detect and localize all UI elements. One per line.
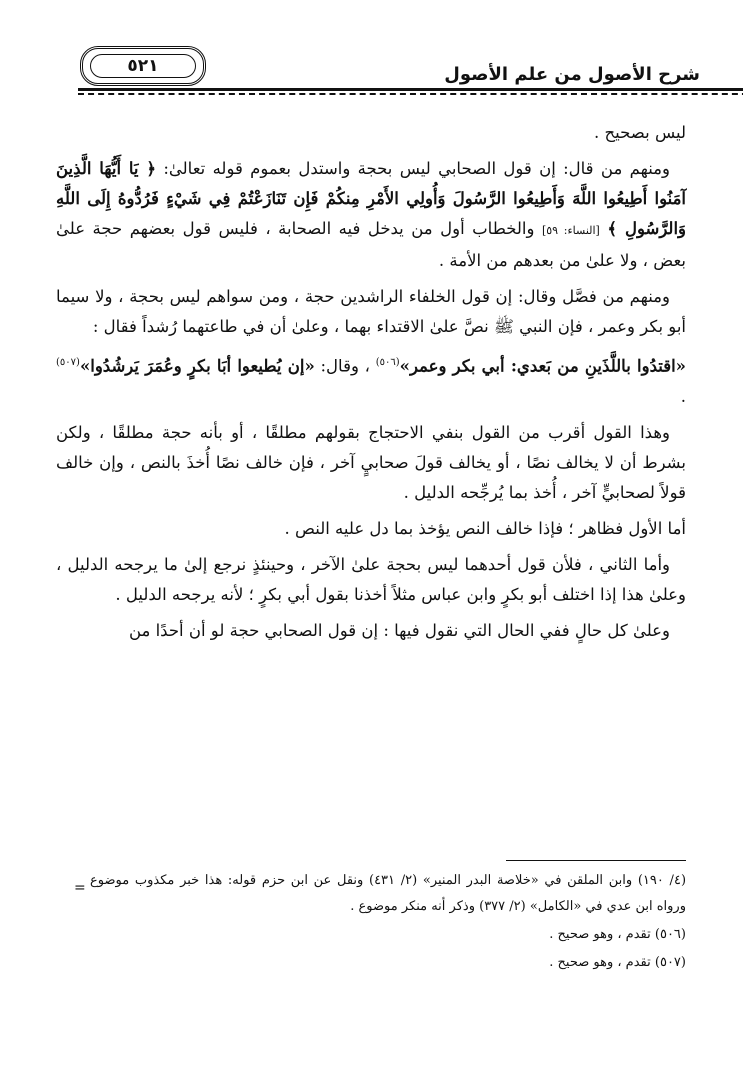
p4-mid: ، وقال: xyxy=(314,356,376,376)
paragraph-6: أما الأول فظاهر ؛ فإذا خالف النص يؤخذ بما دل عليه النص . xyxy=(284,518,686,538)
p2-intro: ومنهم من قال: إن قول الصحابي ليس بحجة واستدل بعموم قوله تعالىٰ: xyxy=(156,159,670,178)
page-number-badge xyxy=(80,46,206,86)
paragraph-8: وعلىٰ كل حالٍ ففي الحال التي نقول فيها : إن قول الصحابي حجة لو أن أحدًا من xyxy=(128,620,670,640)
paragraph-1: ليس بصحيح . xyxy=(594,123,686,142)
p2-rest: والخطاب أول من يدخل فيه الصحابة ، فليس قول بعضهم حجة علىٰ بعض ، ولا علىٰ من بعدهم من الأمة . xyxy=(56,219,686,270)
paragraph-5: وهذا القول أقرب من القول بنفي الاحتجاج بقولهم مطلقًا ، أو بأنه حجة مطلقًا ، ولكن بشرط أن لا يخالف نصًا ، أو يخالف قولَ صحابيٍ آخر ، فإن خالف نصًا أُخذَ بالنص ، وإن خالف قولاً لصحابيٍّ آخر ، أُخذ بما يُرجِّحه الدليل . xyxy=(56,422,686,502)
footnote-separator xyxy=(506,860,686,861)
p4-end: . xyxy=(680,386,686,406)
footnote-507: (٥٠٧) تقدم ، وهو صحيح . xyxy=(549,955,686,970)
hadith-1: «اقتدُوا باللَّذَينِ من بَعدي: أبي بكر وعمر» xyxy=(399,356,686,376)
main-text xyxy=(56,118,686,652)
header-rule xyxy=(78,88,743,91)
footnotes xyxy=(90,868,686,978)
footnote-ref-507: (٥٠٧) xyxy=(56,357,80,368)
footnote-continuation-marker: = xyxy=(74,880,86,896)
paragraph-4 xyxy=(56,348,686,412)
footnote-506: (٥٠٦) تقدم ، وهو صحيح . xyxy=(549,927,686,942)
footnote-continued: (٤/ ١٩٠) وابن الملقن في «خلاصة البدر المنير» (٢/ ٤٣١) ونقل عن ابن حزم قوله: هذا خبر مكذوب موضوع ورواه ابن عدي في «الكامل» (٢/ ٣٧٧) وذكر أنه منكر موضوع . xyxy=(90,873,687,914)
page-header xyxy=(60,38,700,98)
footnote-ref-506: (٥٠٦) xyxy=(375,357,400,368)
header-dashed-rule xyxy=(78,93,743,95)
page-number: ٥٢١ xyxy=(90,54,196,78)
quran-verse: ﴿ يَا أَيُّهَا الَّذِينَ آمَنُوا أَطِيعُوا اللَّهَ وَأَطِيعُوا الرَّسُولَ وَأُولِي الأَمْرِ مِنكُمْ فَإِن تَنَازَعْتُمْ فِي شَيْءٍ فَرُدُّوهُ إِلَى اللَّهِ وَالرَّسُولِ ﴾ xyxy=(56,159,687,238)
paragraph-7: وأما الثاني ، فلأن قول أحدهما ليس بحجة علىٰ الآخر ، وحينئذٍ نرجع إلىٰ ما يرجحه الدليل ، وعلىٰ هذا إذا اختلف أبو بكرٍ وابن عباس مثلاً أخذنا بقول أبي بكرٍ ؛ لأنه يرجحه الدليل . xyxy=(56,554,686,604)
paragraph-3: ومنهم من فصَّل وقال: إن قول الخلفاء الراشدين حجة ، ومن سواهم ليس بحجة ، ولا سيما أبو بكر وعمر ، فإن النبي ﷺ نصَّ علىٰ الاقتداء بهما ، وعلىٰ أن في طاعتهما رُشداً فقال : xyxy=(56,287,686,336)
hadith-2: «إن يُطيعوا أبَا بكرٍ وعُمَرَ يَرشُدُوا» xyxy=(79,356,315,376)
running-title: شرح الأصول من علم الأصول xyxy=(444,64,700,85)
verse-reference: [النساء: ٥٩] xyxy=(541,224,600,237)
paragraph-2 xyxy=(56,154,686,276)
